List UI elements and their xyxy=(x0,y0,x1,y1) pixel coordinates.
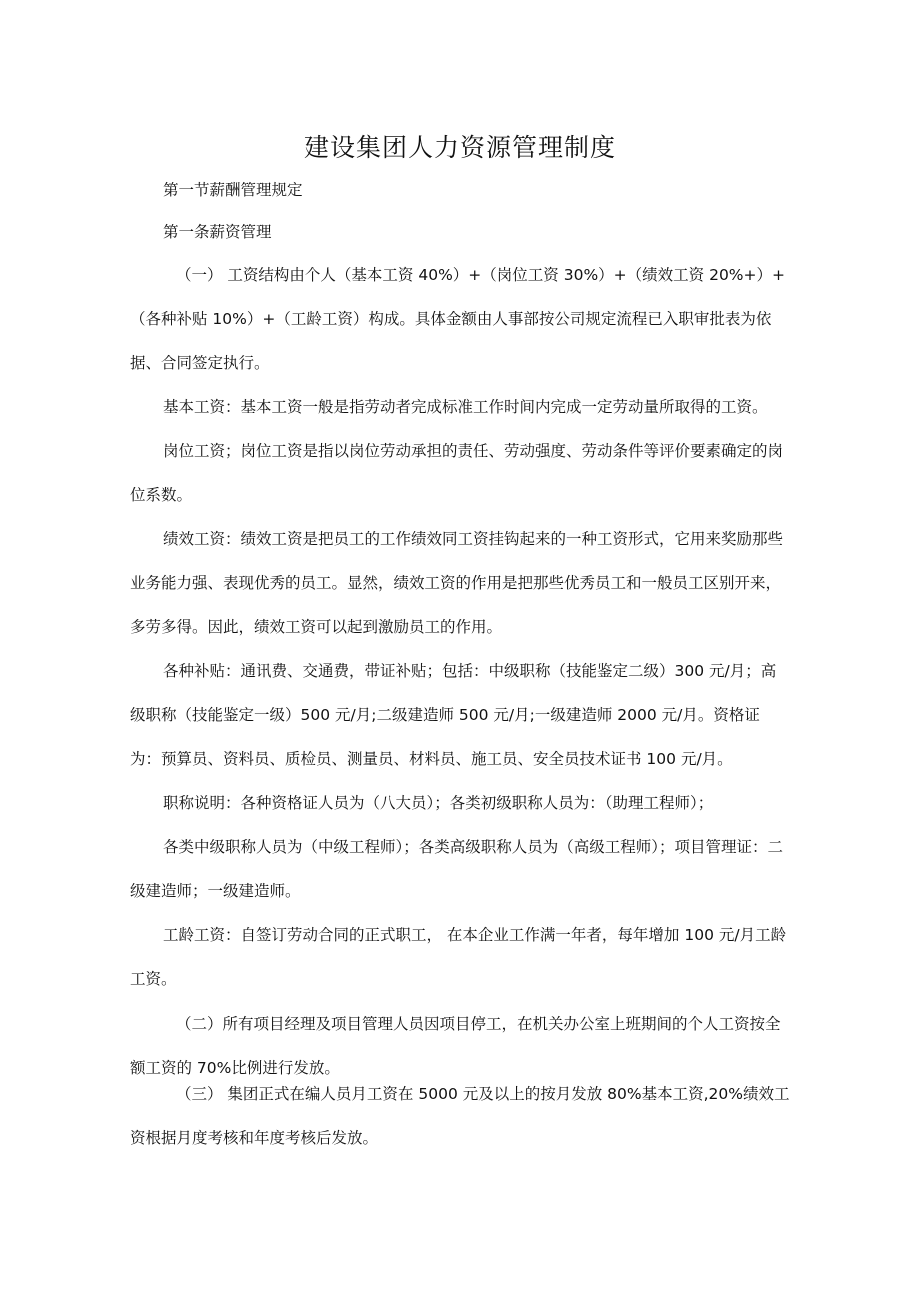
article-heading: 第一条薪资管理 xyxy=(163,223,272,241)
paragraph-allowances: 各种补贴：通讯费、交通费，带证补贴；包括：中级职称（技能鉴定二级）300 元/月；高级职称（技能鉴定一级）500 元/月;二级建造师 500 元/月;一级建造师 2000 元/月。资格证为：预算员、资料员、质检员、测量员、材料员、施工员、安全员技术证书 100 元/月。 xyxy=(130,662,777,768)
paragraph-suspension-pay: （二）所有项目经理及项目管理人员因项目停工，在机关办公室上班期间的个人工资按全额工资的 70%比例进行发放。 xyxy=(130,1015,781,1077)
paragraph-basic-wage: 基本工资：基本工资一般是指劳动者完成标准工作时间内完成一定劳动量所取得的工资。 xyxy=(163,398,768,416)
paragraph-position-wage: 岗位工资；岗位工资是指以岗位劳动承担的责任、劳动强度、劳动条件等评价要素确定的岗位系数。 xyxy=(130,442,784,504)
document-title: 建设集团人力资源管理制度 xyxy=(303,133,616,162)
paragraph-monthly-pay: （三） 集团正式在编人员月工资在 5000 元及以上的按月发放 80%基本工资,20%绩效工资根据月度考核和年度考核后发放。 xyxy=(130,1085,790,1147)
paragraph-title-explanation: 职称说明：各种资格证人员为（八大员）；各类初级职称人员为：（助理工程师）； xyxy=(163,794,714,812)
paragraph-wage-structure: （一） 工资结构由个人（基本工资 40%）+（岗位工资 30%）+（绩效工资 20%+）+（各种补贴 10%）+（工龄工资）构成。具体金额由人事部按公司规定流程已入职审批表为依据、合同签定执行。 xyxy=(130,266,786,372)
paragraph-title-levels: 各类中级职称人员为（中级工程师）；各类高级职称人员为（高级工程师）；项目管理证：二级建造师；一级建造师。 xyxy=(130,838,784,900)
paragraph-seniority-wage: 工龄工资：自签订劳动合同的正式职工， 在本企业工作满一年者，每年增加 100 元/月工龄工资。 xyxy=(130,926,787,988)
paragraph-performance-wage: 绩效工资：绩效工资是把员工的工作绩效同工资挂钩起来的一种工资形式，它用来奖励那些业务能力强、表现优秀的员工。显然，绩效工资的作用是把那些优秀员工和一般员工区别开来，多劳多得。因此，绩效工资可以起到激励员工的作用。 xyxy=(130,530,784,636)
section-heading: 第一节薪酬管理规定 xyxy=(163,181,303,199)
